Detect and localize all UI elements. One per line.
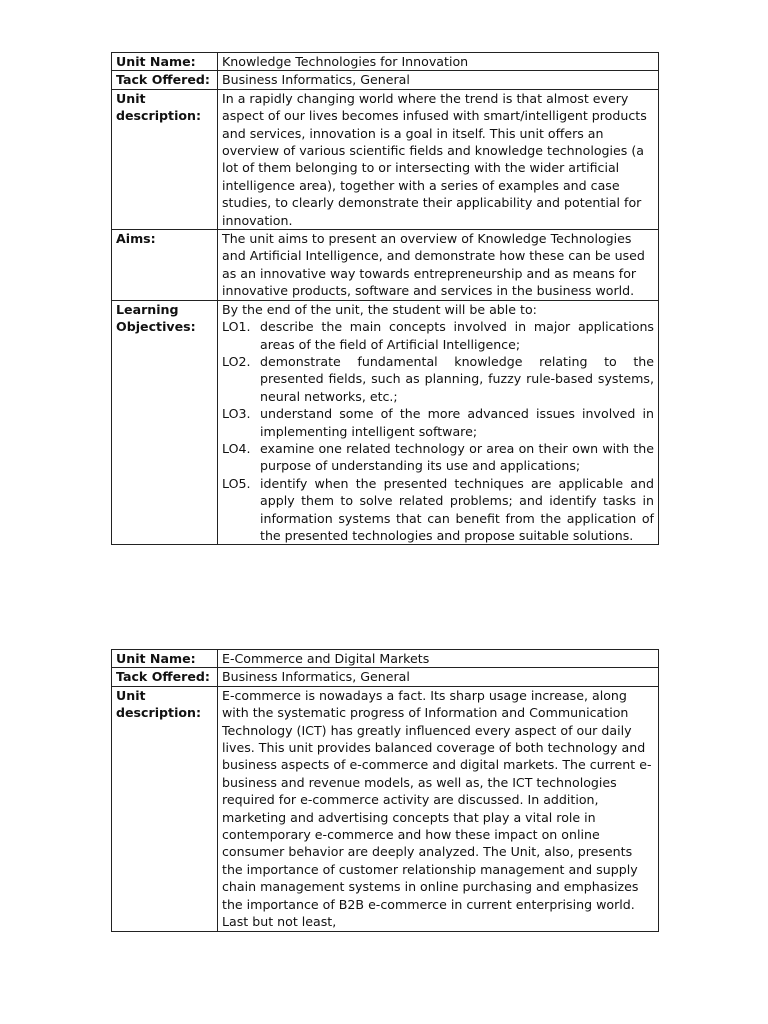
unit-name-value: E-Commerce and Digital Markets bbox=[218, 650, 659, 668]
track-row bbox=[112, 668, 659, 686]
list-item bbox=[222, 353, 654, 405]
description-label: Unit description: bbox=[112, 89, 218, 229]
aims-row bbox=[112, 230, 659, 301]
unit-name-label: Unit Name: bbox=[112, 650, 218, 668]
learning-objectives-value bbox=[218, 300, 659, 545]
objective-number: LO2. bbox=[222, 353, 251, 369]
aims-value: The unit aims to present an overview of Knowledge Technologies and Artificial Intelligence, and demonstrate how these can be used as an innovative way towards entrepreneurship and as means for innovative products, software and services in the business world. bbox=[218, 230, 659, 301]
objective-number: LO4. bbox=[222, 440, 251, 456]
description-row bbox=[112, 89, 659, 229]
track-label: Tack Offered: bbox=[112, 668, 218, 686]
aims-label: Aims: bbox=[112, 230, 218, 301]
objective-text: understand some of the more advanced issues involved in implementing intelligent software; bbox=[260, 406, 654, 439]
track-value: Business Informatics, General bbox=[218, 668, 659, 686]
learning-objectives-list bbox=[222, 318, 654, 544]
list-item bbox=[222, 475, 654, 545]
learning-objectives-intro: By the end of the unit, the student will be able to: bbox=[222, 301, 537, 317]
learning-objectives-label: Learning Objectives: bbox=[112, 300, 218, 545]
unit-name-row bbox=[112, 650, 659, 668]
track-label: Tack Offered: bbox=[112, 71, 218, 89]
description-value: In a rapidly changing world where the trend is that almost every aspect of our lives becomes infused with smart/intelligent products and services, innovation is a goal in itself. This unit offers an overview of various scientific fields and knowledge technologies (a lot of them belonging to or intersecting with the wider artificial intelligence area), together with a series of examples and case studies, to clearly demonstrate their applicability and potential for innovation. bbox=[218, 89, 659, 229]
track-row bbox=[112, 71, 659, 89]
unit-name-row bbox=[112, 53, 659, 71]
learning-objectives-row bbox=[112, 300, 659, 545]
description-value: E-commerce is nowadays a fact. Its sharp usage increase, along with the systematic progress of Information and Communication Technology (ICT) has greatly influenced every aspect of our daily lives. This unit provides balanced coverage of both technology and business aspects of e-commerce and digital markets. The current e-business and revenue models, as well as, the ICT technologies required for e-commerce activity are discussed. In addition, marketing and advertising concepts that play a vital role in contemporary e-commerce and how these impact on online consumer behavior are deeply analyzed. The Unit, also, presents the importance of customer relationship management and supply chain management systems in online purchasing and emphasizes the importance of B2B e-commerce in current enterprising world. Last but not least, bbox=[218, 686, 659, 931]
track-value: Business Informatics, General bbox=[218, 71, 659, 89]
unit-name-value: Knowledge Technologies for Innovation bbox=[218, 53, 659, 71]
list-item bbox=[222, 318, 654, 353]
description-label: Unit description: bbox=[112, 686, 218, 931]
objective-text: identify when the presented techniques are applicable and apply them to solve related problems; and identify tasks in information systems that can benefit from the application of the presented technologies and propose suitable solutions. bbox=[260, 475, 654, 543]
description-row bbox=[112, 686, 659, 931]
objective-number: LO3. bbox=[222, 406, 251, 422]
objective-text: examine one related technology or area on their own with the purpose of understanding its use and applications; bbox=[260, 440, 654, 474]
list-item bbox=[222, 440, 654, 475]
list-item bbox=[222, 405, 654, 440]
objective-text: describe the main concepts involved in major applications areas of the field of Artificial Intelligence; bbox=[260, 319, 654, 352]
objective-number: LO1. bbox=[222, 319, 251, 335]
unit-name-label: Unit Name: bbox=[112, 53, 218, 71]
unit-table-knowledge-technologies bbox=[111, 52, 659, 545]
objective-text: demonstrate fundamental knowledge relating to the presented fields, such as planning, fuzzy rule-based systems, neural networks, etc.; bbox=[260, 353, 654, 404]
objective-number: LO5. bbox=[222, 475, 251, 491]
unit-table-ecommerce bbox=[111, 649, 659, 932]
